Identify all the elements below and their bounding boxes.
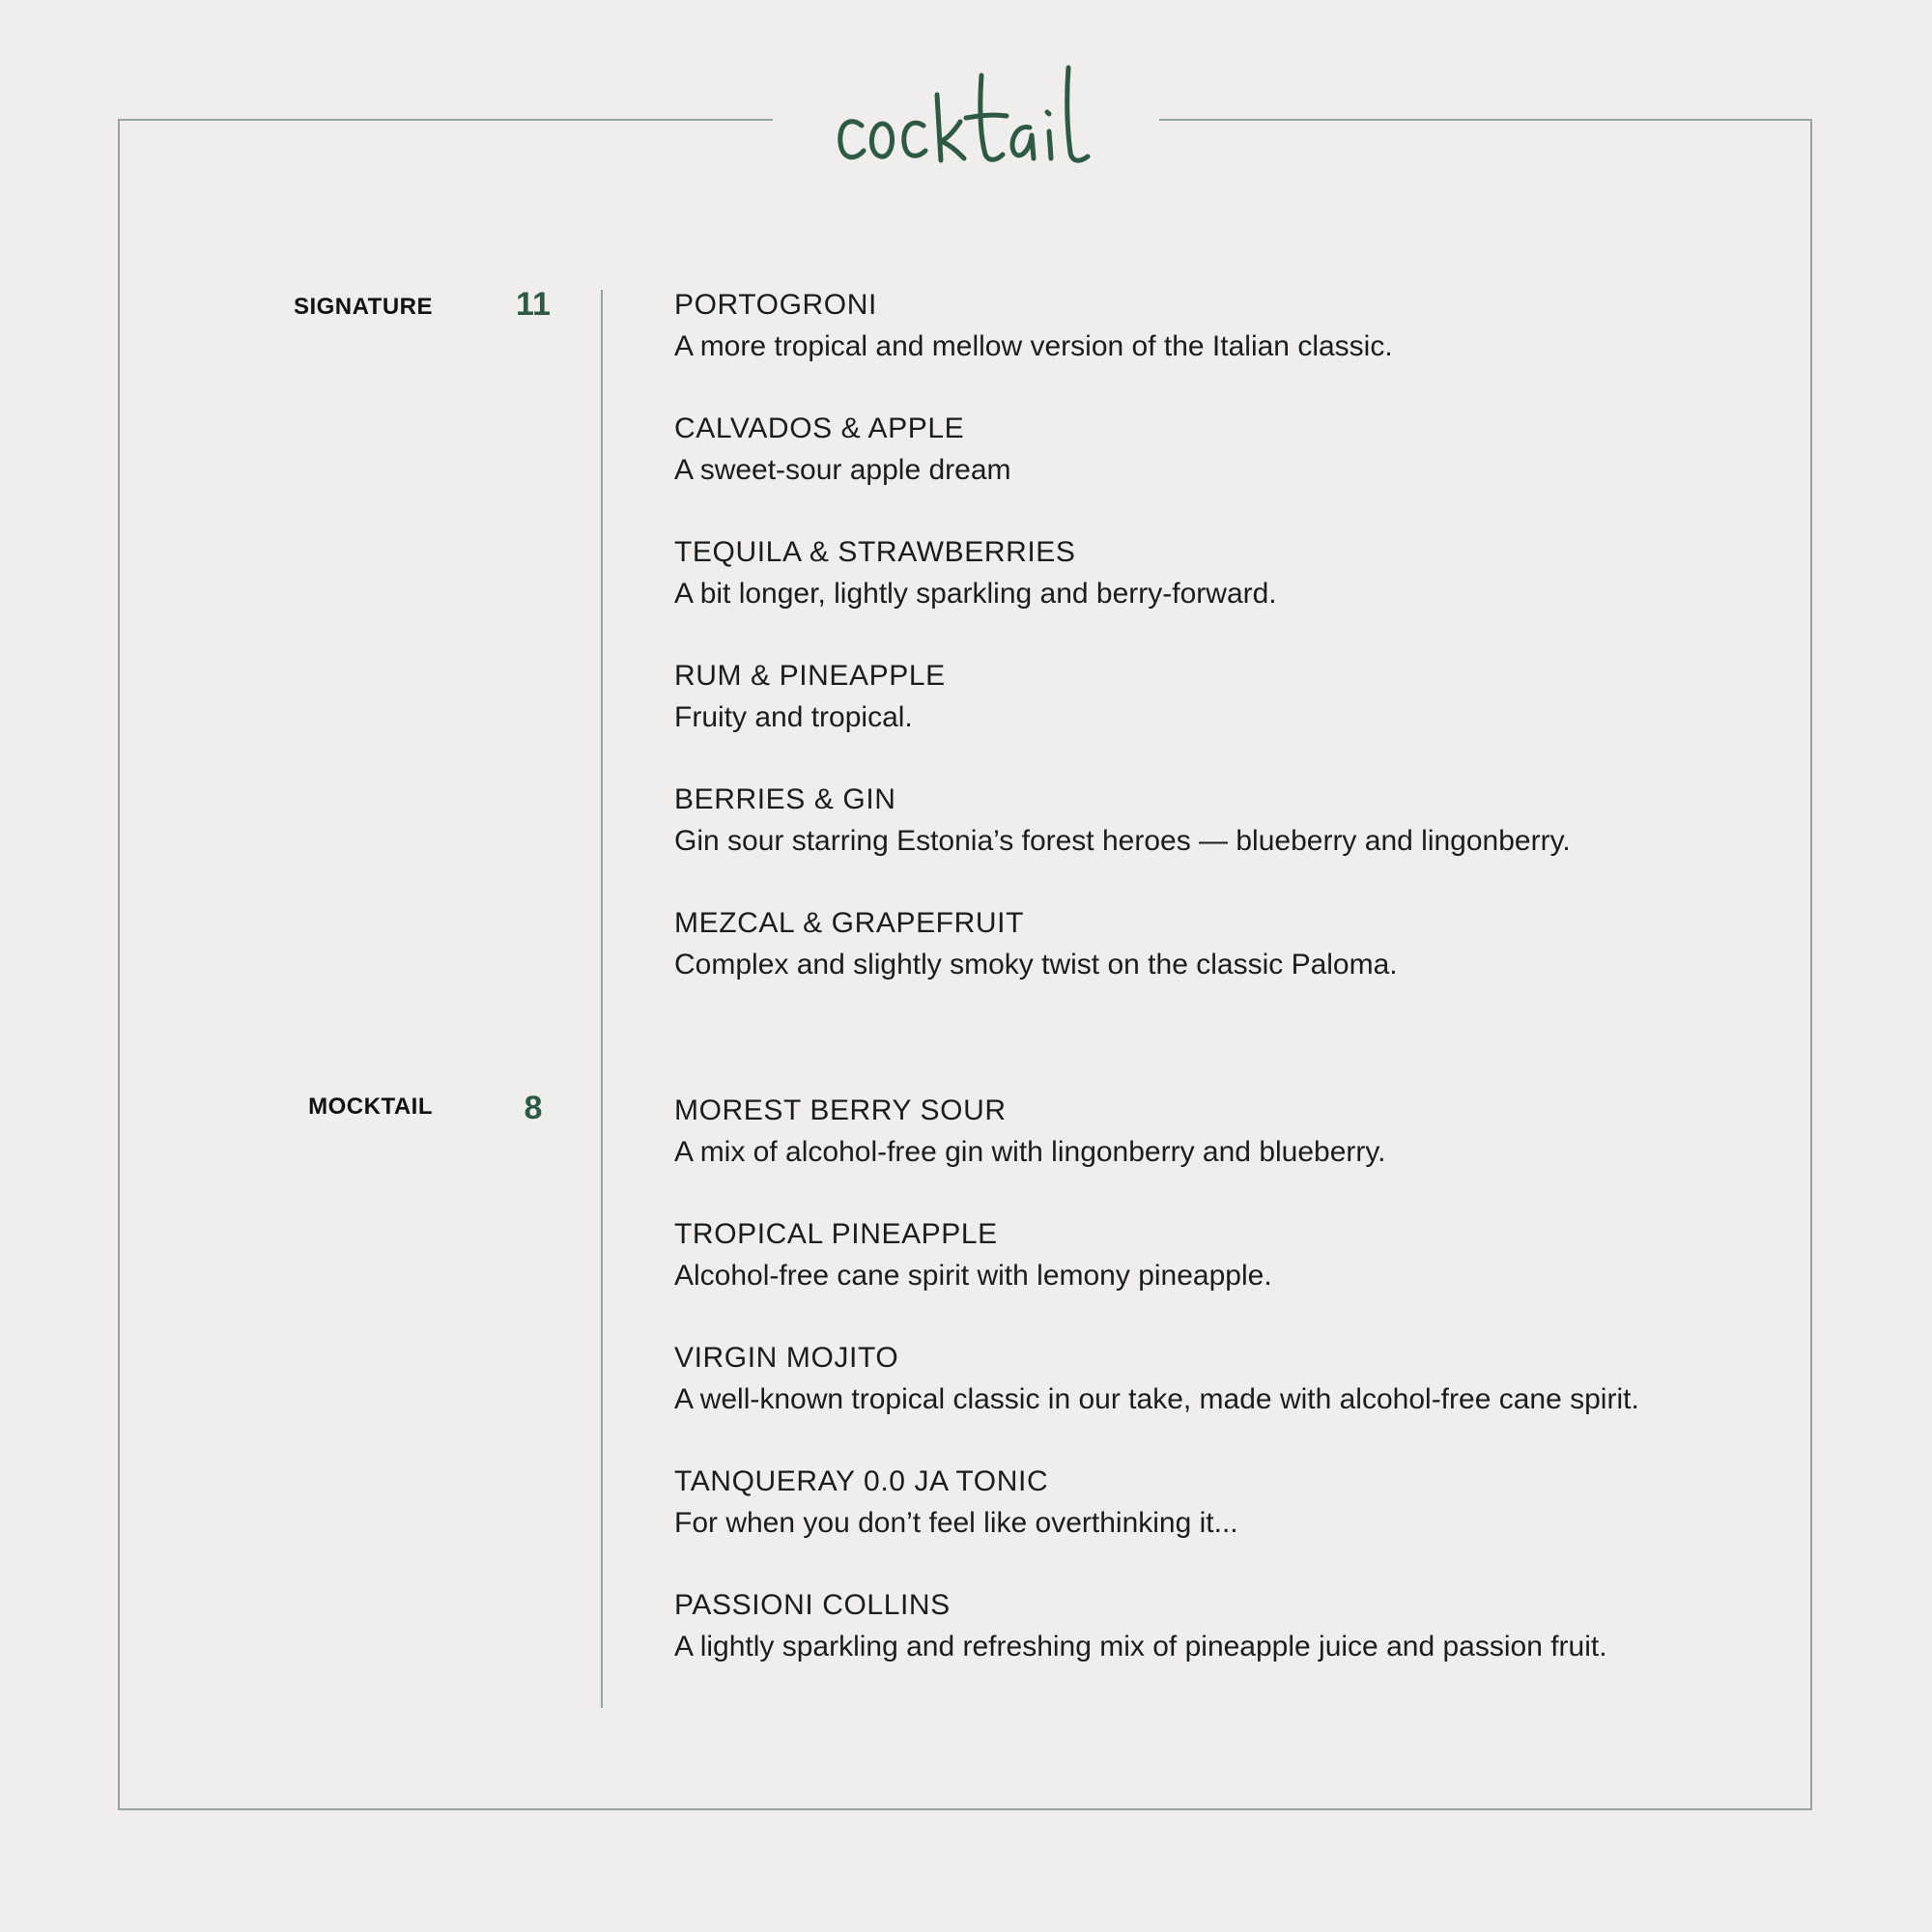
item-description: Fruity and tropical. <box>674 701 913 733</box>
section-label-mocktail: MOCKTAIL <box>308 1094 433 1120</box>
handwritten-title <box>773 46 1159 182</box>
signature-items <box>674 284 1795 1026</box>
menu-item <box>674 1213 1795 1296</box>
menu-title <box>773 46 1159 182</box>
mocktail-items <box>674 1090 1795 1708</box>
section-label-signature: SIGNATURE <box>293 294 433 320</box>
menu-item <box>674 408 1795 491</box>
menu-item <box>674 779 1795 862</box>
menu-item <box>674 531 1795 614</box>
item-name: MEZCAL & GRAPEFRUIT <box>674 907 1024 939</box>
item-name: MOREST BERRY SOUR <box>674 1094 1007 1126</box>
item-name: CALVADOS & APPLE <box>674 412 965 444</box>
item-description: Gin sour starring Estonia’s forest heroes — blueberry and lingonberry. <box>674 825 1571 857</box>
item-description: A more tropical and mellow version of the Italian classic. <box>674 330 1393 362</box>
item-description: A bit longer, lightly sparkling and berry-forward. <box>674 578 1277 610</box>
menu-item <box>674 655 1795 738</box>
item-name: BERRIES & GIN <box>674 783 896 815</box>
item-name: TROPICAL PINEAPPLE <box>674 1218 998 1250</box>
item-name: RUM & PINEAPPLE <box>674 660 946 692</box>
item-name: PORTOGRONI <box>674 289 877 321</box>
item-description: A lightly sparkling and refreshing mix of pineapple juice and passion fruit. <box>674 1631 1607 1662</box>
item-name: TANQUERAY 0.0 JA TONIC <box>674 1465 1049 1497</box>
item-description: Complex and slightly smoky twist on the classic Paloma. <box>674 949 1398 980</box>
column-divider <box>601 290 603 1708</box>
item-name: VIRGIN MOJITO <box>674 1342 899 1374</box>
item-name: PASSIONI COLLINS <box>674 1589 951 1621</box>
section-price-signature: 11 <box>516 286 551 323</box>
item-description: For when you don’t feel like overthinking it... <box>674 1507 1238 1539</box>
item-description: Alcohol-free cane spirit with lemony pineapple. <box>674 1260 1272 1292</box>
menu-item <box>674 1461 1795 1544</box>
menu-item <box>674 284 1795 367</box>
item-description: A well-known tropical classic in our take, made with alcohol-free cane spirit. <box>674 1383 1639 1415</box>
menu-item <box>674 1090 1795 1173</box>
item-description: A mix of alcohol-free gin with lingonberry and blueberry. <box>674 1136 1386 1168</box>
menu-item <box>674 902 1795 985</box>
menu-item <box>674 1584 1795 1667</box>
section-price-mocktail: 8 <box>524 1090 543 1126</box>
item-description: A sweet-sour apple dream <box>674 454 1011 486</box>
item-name: TEQUILA & STRAWBERRIES <box>674 536 1076 568</box>
menu-item <box>674 1337 1795 1420</box>
